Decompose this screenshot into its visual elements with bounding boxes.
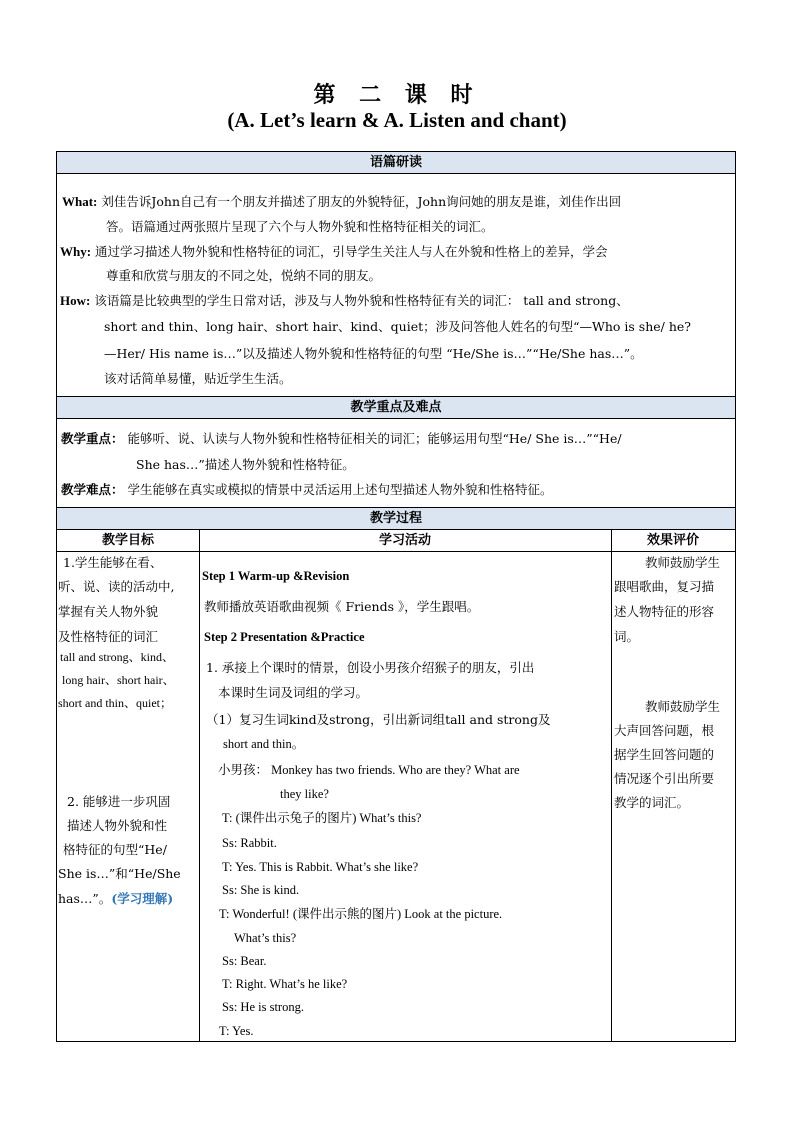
- activity-line: What’s this?: [234, 931, 297, 945]
- key-point-text-line-2: She has…”描述人物外貌和性格特征。: [136, 457, 355, 472]
- what-paragraph: [62, 189, 621, 214]
- activity-line: Ss: He is strong.: [222, 1000, 304, 1014]
- activity-line: Ss: She is kind.: [222, 883, 300, 897]
- how-paragraph: [60, 288, 629, 313]
- section-header-process: 教学过程: [57, 508, 735, 530]
- goal-line: tall and strong、kind、: [60, 650, 174, 664]
- section-header-text-analysis: 语篇研读: [57, 152, 735, 174]
- how-text-line-4: 该对话简单易懂，贴近学生生活。: [104, 371, 292, 386]
- activity-line: 1. 承接上个课时的情景，创设小男孩介绍猴子的朋友，引出: [206, 660, 535, 675]
- lesson-subtitle: (A. Let’s learn & A. Listen and chant): [227, 108, 567, 132]
- why-text-line-1: 通过学习描述人物外貌和性格特征的词汇，引导学生关注人与人在外貌和性格上的差异，学会: [95, 244, 608, 259]
- eval-line: 据学生回答问题的: [614, 747, 715, 762]
- why-paragraph: [60, 239, 608, 264]
- goal-line: 掌握有关人物外貌: [58, 604, 159, 619]
- step-heading: Step 2 Presentation &Practice: [204, 630, 365, 644]
- goal-line: 听、说、读的活动中,: [58, 579, 175, 594]
- activity-line: T: (课件出示兔子的图片) What’s this?: [222, 811, 422, 825]
- why-text-line-2: 尊重和欣赏与朋友的不同之处，悦纳不同的朋友。: [106, 268, 382, 283]
- goal-line: short and thin、quiet；: [58, 696, 172, 710]
- what-label: What:: [62, 194, 98, 209]
- step-heading: Step 1 Warm-up &Revision: [202, 569, 350, 583]
- activity-line: short and thin。: [223, 737, 305, 751]
- why-label: Why:: [60, 244, 92, 259]
- column-header-row: [57, 530, 735, 552]
- col-header-goals: 教学目标: [101, 533, 154, 548]
- lesson-plan-table: [56, 151, 736, 1042]
- activity-line: T: Yes. This is Rabbit. What’s she like?: [222, 860, 419, 874]
- col-header-activities: 学习活动: [378, 533, 431, 548]
- column-divider: [611, 530, 612, 1041]
- goal-line: long hair、short hair、: [62, 673, 175, 687]
- activity-line: （1）复习生词kind及strong，引出新词组tall and strong及: [206, 712, 551, 727]
- what-text-line-1: 刘佳告诉John自己有一个朋友并描述了朋友的外貌特征，John询问她的朋友是谁，刘佳作出回: [101, 194, 622, 209]
- goal-line: 2. 能够进一步巩固: [67, 794, 171, 809]
- activity-line: Ss: Rabbit.: [222, 836, 277, 850]
- col-header-evaluation: 效果评价: [646, 533, 699, 548]
- eval-line: 跟唱歌曲，复习描: [614, 579, 715, 594]
- eval-line: 述人物特征的形容: [614, 604, 715, 619]
- goal-line: 格特征的句型“He/: [63, 842, 167, 857]
- goal-line: 1.学生能够在看、: [63, 555, 163, 570]
- column-divider: [199, 530, 200, 1041]
- activity-line: T: Yes.: [219, 1024, 254, 1038]
- key-point-paragraph: [61, 426, 622, 452]
- goal-line-last: [58, 886, 173, 911]
- goal-level-tag: (学习理解): [111, 891, 174, 906]
- goal-line: 及性格特征的词汇: [58, 629, 159, 644]
- how-text-line-3: —Her/ His name is…”以及描述人物外貌和性格特征的句型 “He/She is…”“He/She has…”。: [104, 346, 643, 361]
- how-text-line-1: 该语篇是比较典型的学生日常对话，涉及与人物外貌和性格特征有关的词汇： tall and strong、: [94, 293, 629, 308]
- activity-line: 小男孩： Monkey has two friends. Who are they? What are: [218, 763, 520, 777]
- goal-line: has…”。: [58, 891, 112, 906]
- key-point-text-line-1: 能够听、说、认读与人物外貌和性格特征相关的词汇；能够运用句型“He/ She is…”“He/: [127, 431, 622, 446]
- eval-line: 大声回答问题，根: [614, 723, 715, 738]
- goal-line: 描述人物外貌和性: [67, 818, 168, 833]
- lesson-title: 第 二 课 时: [313, 82, 481, 108]
- activity-line: they like?: [280, 787, 329, 801]
- activity-line: Ss: Bear.: [222, 954, 267, 968]
- key-point-label: 教学重点：: [61, 432, 124, 446]
- section-header-key-points: 教学重点及难点: [57, 397, 735, 419]
- eval-line: 词。: [614, 629, 640, 644]
- activity-line: T: Wonderful! (课件出示熊的图片) Look at the picture.: [219, 907, 503, 921]
- eval-line: 教师鼓励学生: [645, 555, 721, 570]
- goal-line: She is…”和“He/She: [58, 866, 181, 881]
- what-text-line-2: 答。语篇通过两张照片呈现了六个与人物外貌和性格特征相关的词汇。: [106, 219, 494, 234]
- difficulty-paragraph: [61, 477, 553, 503]
- activity-line: 教师播放英语歌曲视频《 Friends 》，学生跟唱。: [204, 599, 480, 614]
- eval-line: 情况逐个引出所要: [614, 771, 715, 786]
- how-label: How:: [60, 293, 91, 308]
- difficulty-text: 学生能够在真实或模拟的情景中灵活运用上述句型描述人物外貌和性格特征。: [127, 482, 553, 497]
- eval-line: 教师鼓励学生: [645, 699, 721, 714]
- activity-line: T: Right. What’s he like?: [222, 977, 348, 991]
- activity-line: 本课时生词及词组的学习。: [218, 685, 369, 700]
- difficulty-label: 教学难点：: [61, 483, 124, 497]
- eval-line: 教学的词汇。: [614, 795, 690, 810]
- how-text-line-2: short and thin、long hair、short hair、kind、quiet；涉及问答他人姓名的句型“—Who is she/ he?: [104, 319, 691, 334]
